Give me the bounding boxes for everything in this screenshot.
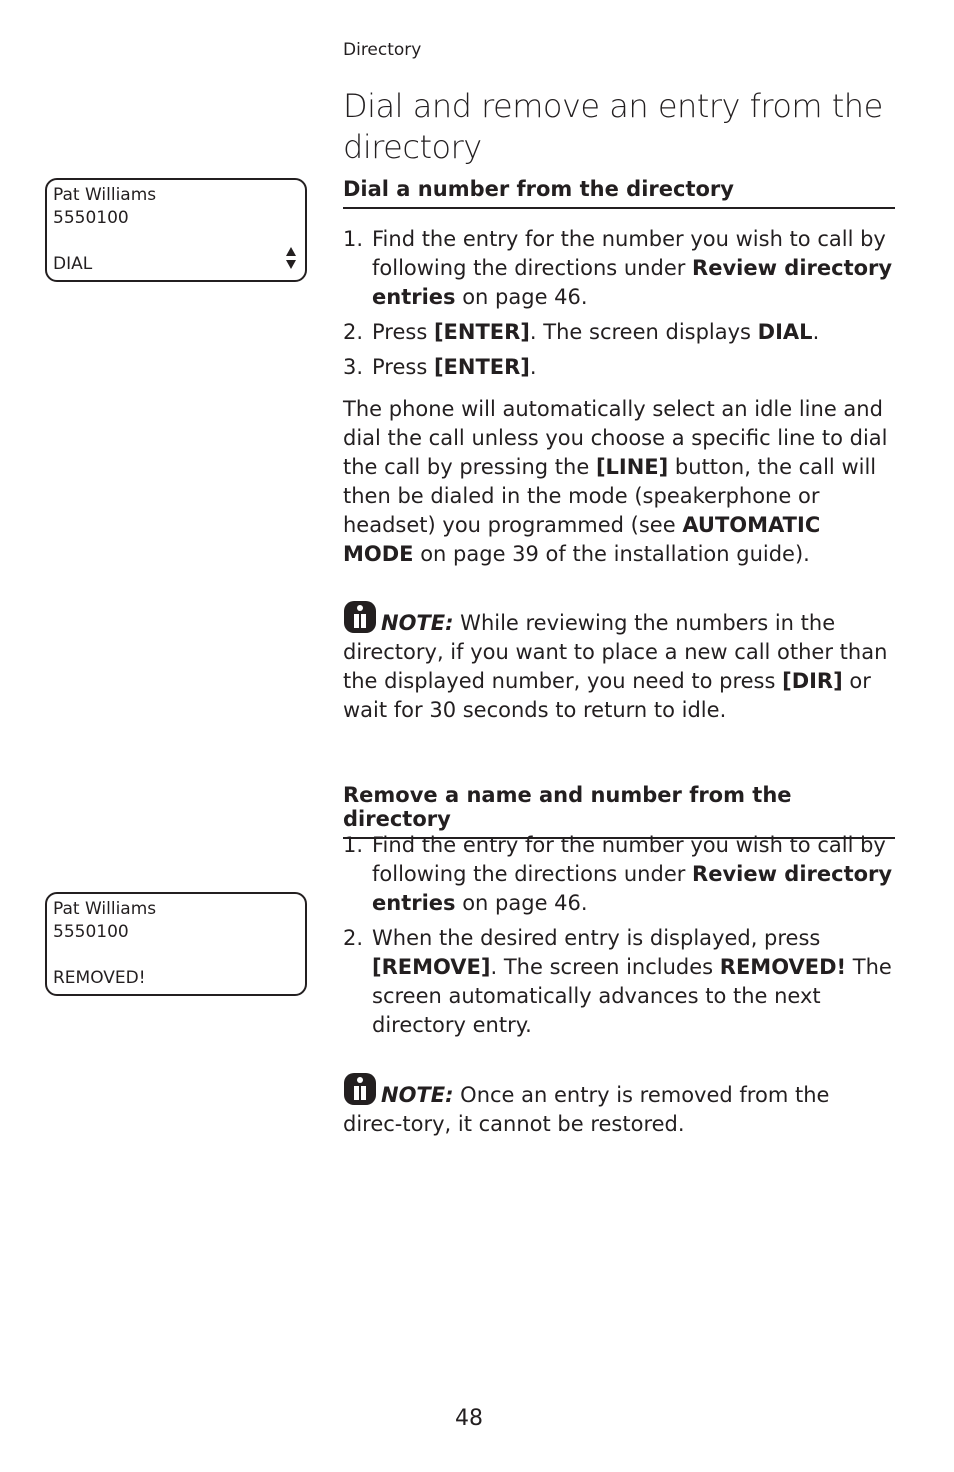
info-icon (343, 600, 377, 634)
step-bold: Review directory entries (372, 256, 893, 309)
step-number: 1. (343, 227, 364, 251)
step-text: . The screen includes (490, 955, 720, 979)
screen-name: Pat Williams (53, 899, 157, 919)
step-bold: REMOVED! (719, 955, 847, 979)
note-label: NOTE: (381, 1083, 454, 1107)
screen-name: Pat Williams (53, 185, 157, 205)
page-title: Dial and remove an entry from the directory (343, 87, 883, 166)
note-label: NOTE: (381, 611, 454, 635)
step-bold: [REMOVE] (372, 955, 491, 979)
screen-number: 5550100 (53, 922, 129, 942)
screen-blank (53, 230, 299, 253)
step-bold: [ENTER] (433, 320, 530, 344)
remove-section-heading: Remove a name and number from the directory (343, 783, 895, 839)
step-text: . (812, 320, 820, 344)
step-bold: DIAL (757, 320, 813, 344)
step-text: When the desired entry is displayed, press (372, 926, 821, 950)
step-text: on page 46. (455, 891, 588, 915)
remove-steps-list (343, 831, 895, 1046)
step-text: Find the entry for the number you wish to call by following the directions under (372, 833, 886, 886)
paragraph-bold: [LINE] (595, 455, 669, 479)
step-text: Press (372, 320, 434, 344)
list-item (343, 924, 895, 1040)
list-item (343, 318, 895, 347)
dial-note (343, 600, 895, 725)
paragraph-text: on page 39 of the installation guide). (413, 542, 810, 566)
step-number: 1. (343, 833, 364, 857)
note-text: Once an entry is removed from the direc-tory, it cannot be restored. (343, 1083, 830, 1136)
screen-status: DIAL (53, 254, 93, 274)
display-screen-dial (45, 178, 307, 282)
step-text: . (529, 355, 537, 379)
note-text: While reviewing the numbers in the directory, if you want to place a new call other than the displayed number, you need to press (343, 611, 888, 693)
step-number: 3. (343, 355, 364, 379)
dial-steps-list (343, 225, 895, 388)
page-number: 48 (455, 1406, 483, 1431)
up-down-arrows-icon (285, 246, 297, 270)
info-icon (343, 1072, 377, 1106)
dial-section-heading: Dial a number from the directory (343, 177, 895, 209)
screen-number: 5550100 (53, 208, 129, 228)
dial-paragraph (343, 395, 895, 569)
section-label: Directory (343, 40, 422, 60)
step-text: . The screen displays (529, 320, 758, 344)
list-item (343, 225, 895, 312)
step-text: The screen automatically advances to the next directory entry. (372, 955, 892, 1037)
paragraph-text: button, the call will then be dialed in the mode (speakerphone or headset) you programmed (see (343, 455, 877, 537)
display-screen-removed (45, 892, 307, 996)
step-text: on page 46. (455, 285, 588, 309)
step-number: 2. (343, 320, 364, 344)
remove-note (343, 1072, 895, 1139)
screen-status: REMOVED! (53, 968, 146, 988)
step-bold: [ENTER] (433, 355, 530, 379)
note-text: or wait for 30 seconds to return to idle. (343, 669, 871, 722)
paragraph-text: The phone will automatically select an idle line and dial the call unless you choose a specific line to dial the call by pressing the (343, 397, 888, 479)
step-text: Find the entry for the number you wish to call by following the directions under (372, 227, 886, 280)
step-text: Press (372, 355, 434, 379)
paragraph-bold: AUTOMATIC MODE (343, 513, 821, 566)
note-bold: [DIR] (782, 669, 843, 693)
screen-blank (53, 944, 299, 967)
step-bold: Review directory entries (372, 862, 893, 915)
list-item (343, 831, 895, 918)
step-number: 2. (343, 926, 364, 950)
list-item (343, 353, 895, 382)
